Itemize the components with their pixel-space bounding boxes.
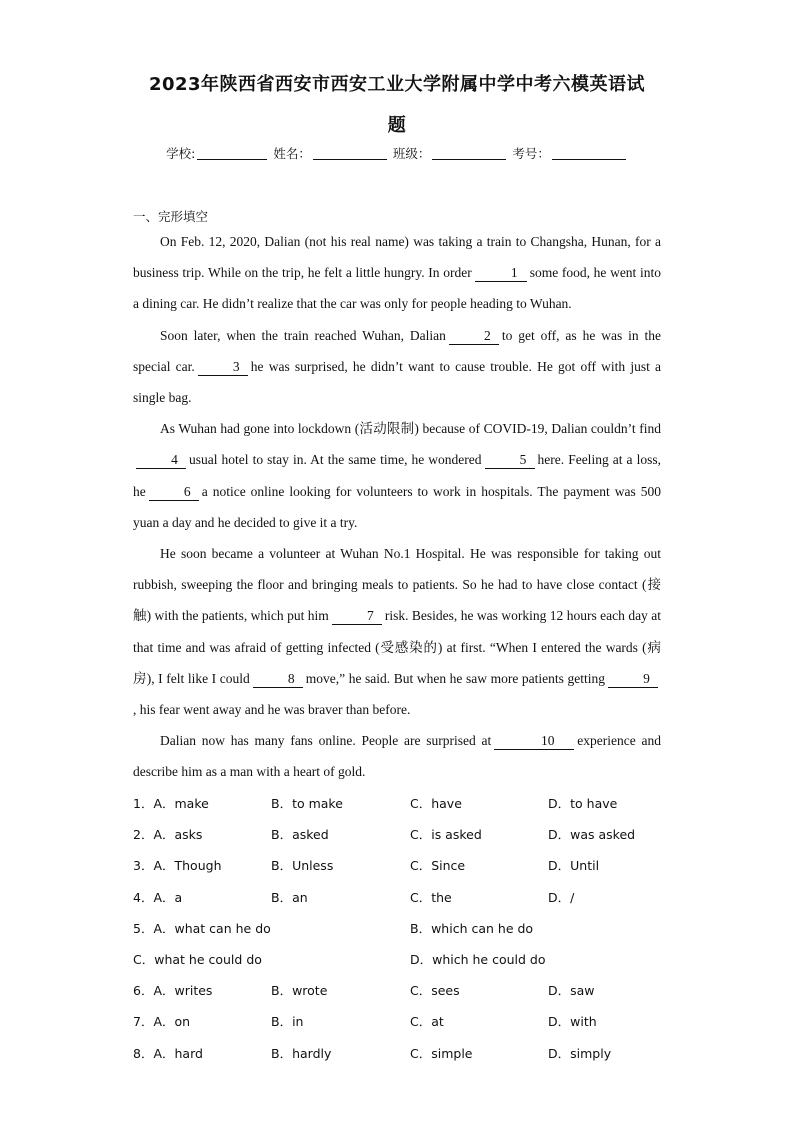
option-a[interactable] [133,882,182,913]
student-info-line [0,144,794,162]
paragraph-text: here. Feeling at a loss, he [133,452,661,499]
paragraph-text: , his fear went away and he was braver than before. [133,702,411,718]
class-field[interactable] [432,147,506,160]
answer-options [133,788,673,1069]
cloze-passage [133,226,661,788]
paragraph-text: Dalian now has many fans online. People are surprised at [160,733,492,749]
blank-4[interactable]: 4 [136,452,186,469]
paragraph-text: As Wuhan had gone into lockdown (活动限制) because of COVID-19, Dalian couldn’t find [160,421,661,437]
exam-title-line-2: 题 [387,115,407,136]
blank-8[interactable]: 8 [253,671,303,688]
question-number: 7． [133,1014,154,1030]
paragraph-text: to get off, as he was in the special car. [133,327,661,374]
option-b[interactable]: B．which can he do [410,920,534,936]
blank-10[interactable]: 10 [494,733,574,750]
name-label: 姓名： [273,146,311,161]
option-a[interactable] [133,1006,190,1037]
blank-9[interactable]: 9 [608,671,658,688]
option-label: A．on [153,1014,191,1030]
option-d[interactable]: D．to have [548,796,618,811]
option-b[interactable]: B．asked [271,827,329,843]
option-b[interactable]: B．hardly [271,1045,332,1061]
option-label: A．Though [153,858,222,874]
question-row-5-continued [133,944,673,975]
option-c[interactable]: C．at [410,1014,444,1030]
paragraph-text: usual hotel to stay in. At the same time, he wondered [189,452,482,468]
option-label: A．make [153,796,209,811]
paragraph-text: some food, he went into a dining car. He didn’t realize that the car was only for people heading to Wuhan. [133,265,661,312]
option-b[interactable]: B．Unless [271,858,334,874]
question-row-7 [133,1006,673,1037]
option-d[interactable]: D．Until [548,858,600,874]
option-c[interactable]: C．simple [410,1045,473,1061]
blank-7[interactable]: 7 [332,608,382,625]
option-a[interactable] [133,1038,203,1069]
question-number: 8． [133,1045,154,1061]
option-a[interactable] [133,913,271,944]
option-d[interactable]: D．with [548,1014,597,1030]
school-label: 学校: [166,146,196,161]
paragraph-text: He soon became a volunteer at Wuhan No.1 Hospital. He was responsible for taking out rubbish, sweeping the floor and bringing meals to patients. So he had to have close contact (接触) with the patients, which put him [133,546,661,624]
number-label: 考号： [512,146,550,161]
option-c[interactable]: C．sees [410,983,460,999]
option-d[interactable]: D．/ [548,889,575,905]
option-label: A．hard [153,1045,203,1061]
question-number: 5． [133,920,154,936]
paragraph-text: On Feb. 12, 2020, Dalian (not his real name) was taking a train to Changsha, Hunan, for a business trip. While on the trip, he felt a little hungry. In order [133,234,661,281]
question-number: 4． [133,889,154,905]
paragraph-1 [133,226,661,320]
question-row-8 [133,1038,673,1069]
paragraph-2 [133,320,661,414]
option-a[interactable] [133,788,209,819]
option-b[interactable]: B．wrote [271,983,328,999]
option-a[interactable] [133,850,222,881]
question-row-2 [133,819,673,850]
option-c[interactable]: C．have [410,796,462,811]
question-number: 2． [133,827,154,843]
question-row-4 [133,882,673,913]
school-field[interactable] [197,147,267,160]
number-field[interactable] [552,147,626,160]
option-d[interactable]: D．which he could do [410,951,546,967]
paragraph-4 [133,538,661,725]
question-number: 3． [133,858,154,874]
paragraph-text: move,” he said. But when he saw more patients getting [305,670,605,686]
paragraph-5 [133,725,661,787]
paragraph-text: Soon later, when the train reached Wuhan, Dalian [160,327,446,343]
option-label: A．asks [153,827,203,843]
blank-6[interactable]: 6 [149,484,199,501]
option-d[interactable]: D．saw [548,983,595,999]
option-a[interactable] [133,975,212,1006]
option-b[interactable]: B．to make [271,796,343,811]
option-b[interactable]: B．in [271,1014,304,1030]
paragraph-text: he was surprised, he didn’t want to cause trouble. He got off with just a single bag. [133,358,662,406]
question-row-3 [133,850,673,881]
option-a[interactable] [133,819,202,850]
exam-title-line-1: 2023年陕西省西安市西安工业大学附属中学中考六模英语试 [148,74,646,95]
section-title: 一、完形填空 [133,209,209,224]
paragraph-text: a notice online looking for volunteers to work in hospitals. The payment was 500 yuan a day and he decided to give it a try. [133,483,661,530]
option-c[interactable]: C．what he could do [133,951,262,967]
option-c[interactable]: C．the [410,889,452,905]
question-number: 6． [133,983,154,999]
question-row-5 [133,913,673,944]
option-label: A．writes [153,983,213,999]
option-c[interactable]: C．is asked [410,827,482,843]
name-field[interactable] [313,147,387,160]
blank-3[interactable]: 3 [198,359,248,376]
blank-5[interactable]: 5 [485,452,535,469]
option-d[interactable]: D．was asked [548,827,636,843]
option-c[interactable]: C．Since [410,858,466,874]
paragraph-text: risk. Besides, he was working 12 hours each day at that time and was afraid of getting infected (受感染的) at first. “When I entered the wards (病房), I felt like I could [133,608,661,686]
question-number: 1． [133,796,154,811]
question-row-1 [133,788,673,819]
option-label: A．a [153,889,183,905]
blank-1[interactable]: 1 [475,265,527,282]
paragraph-3 [133,413,661,538]
option-b[interactable]: B．an [271,889,308,905]
paragraph-text: experience and describe him as a man with a heart of gold. [133,733,661,780]
question-row-6 [133,975,673,1006]
option-d[interactable]: D．simply [548,1045,612,1061]
class-label: 班级： [392,146,431,161]
blank-2[interactable]: 2 [449,328,499,345]
option-label: A．what can he do [153,920,271,936]
